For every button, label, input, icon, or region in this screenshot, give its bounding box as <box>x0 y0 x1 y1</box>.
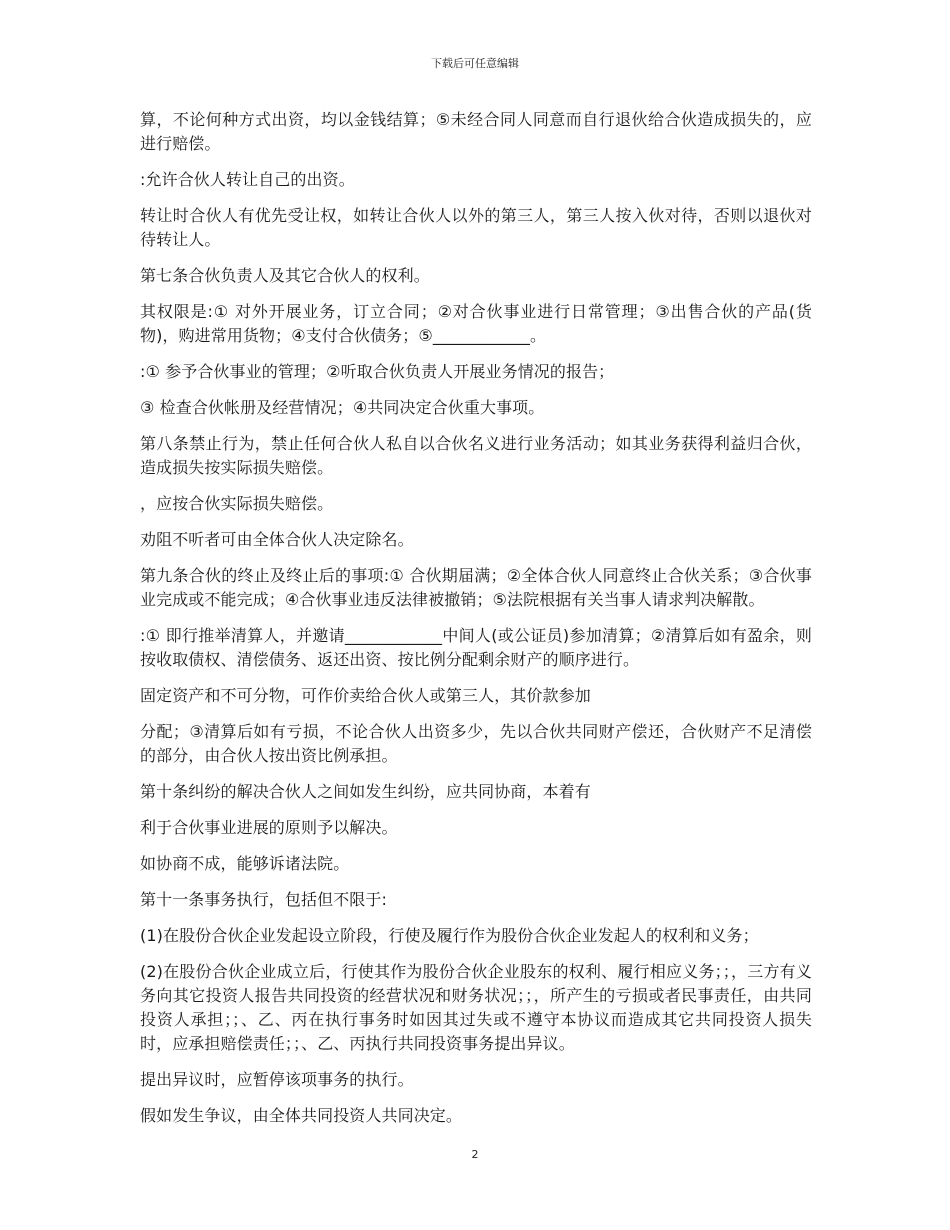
article-heading: 第九条合伙的终止及终止后的事项:① 合伙期届满；②全体合伙人同意终止合伙关系；③合伙事业完成或不能完成；④合伙事业违反法律被撤销；⑤法院根据有关当事人请求判决解散。 <box>140 566 812 609</box>
page-number: 2 <box>471 1148 479 1161</box>
paragraph: 劝阻不听者可由全体合伙人决定除名。 <box>140 530 414 549</box>
paragraph: 固定资产和不可分物，可作价卖给合伙人或第三人，其价款参加 <box>140 686 591 705</box>
list-item: (1)在股份合伙企业发起设立阶段，行使及履行作为股份合伙企业发起人的权利和义务； <box>140 926 759 945</box>
list-item: (2)在股份合伙企业成立后，行使其作为股份合伙企业股东的权利、履行相应义务；；，三方有义务向其它投资人报告共同投资的经营状况和财务状况；；，所产生的亏损或者民事责任，由共同投资人承担；；、乙、丙在执行事务时如因其过失或不遵守本协议而造成其它共同投资人损失时，应承担赔偿责任；；、乙、丙执行共同投资事务提出异议。 <box>140 962 812 1053</box>
paragraph: 利于合伙事业进展的原则予以解决。 <box>140 818 398 837</box>
paragraph: :允许合伙人转让自己的出资。 <box>140 170 355 189</box>
paragraph: 假如发生争议，由全体共同投资人共同决定。 <box>140 1106 463 1125</box>
paragraph: :① 即行推举清算人，并邀请____________中间人(或公证员)参加清算；②清算后如有盈余，则按收取债权、清偿债务、返还出资、按比例分配剩余财产的顺序进行。 <box>140 626 812 669</box>
page-header: 下载后可任意编辑 <box>431 57 519 70</box>
paragraph: 分配；③清算后如有亏损，不论合伙人出资多少，先以合伙共同财产偿还，合伙财产不足清偿的部分，由合伙人按出资比例承担。 <box>140 722 812 765</box>
paragraph: 转让时合伙人有优先受让权，如转让合伙人以外的第三人，第三人按入伙对待，否则以退伙对待转让人。 <box>140 206 812 249</box>
article-heading: 第八条禁止行为，禁止任何合伙人私自以合伙名义进行业务活动；如其业务获得利益归合伙，造成损失按实际损失赔偿。 <box>140 434 812 477</box>
paragraph: ③ 检查合伙帐册及经营情况；④共同决定合伙重大事项。 <box>140 398 545 417</box>
paragraph: ，应按合伙实际损失赔偿。 <box>140 494 334 513</box>
document-body <box>140 108 812 1140</box>
article-heading: 第十一条事务执行，包括但不限于: <box>140 890 387 909</box>
article-heading: 第十条纠纷的解决合伙人之间如发生纠纷，应共同协商，本着有 <box>140 782 591 801</box>
paragraph: 如协商不成，能够诉诸法院。 <box>140 854 350 873</box>
paragraph: 算，不论何种方式出资，均以金钱结算；⑤未经合同人同意而自行退伙给合伙造成损失的，应进行赔偿。 <box>140 110 812 153</box>
paragraph: 其权限是:① 对外开展业务，订立合同；②对合伙事业进行日常管理；③出售合伙的产品(货物)，购进常用货物；④支付合伙债务；⑤____________。 <box>140 302 812 345</box>
paragraph: 提出异议时，应暂停该项事务的执行。 <box>140 1070 414 1089</box>
article-heading: 第七条合伙负责人及其它合伙人的权利。 <box>140 266 430 285</box>
paragraph: :① 参予合伙事业的管理；②听取合伙负责人开展业务情况的报告； <box>140 362 615 381</box>
